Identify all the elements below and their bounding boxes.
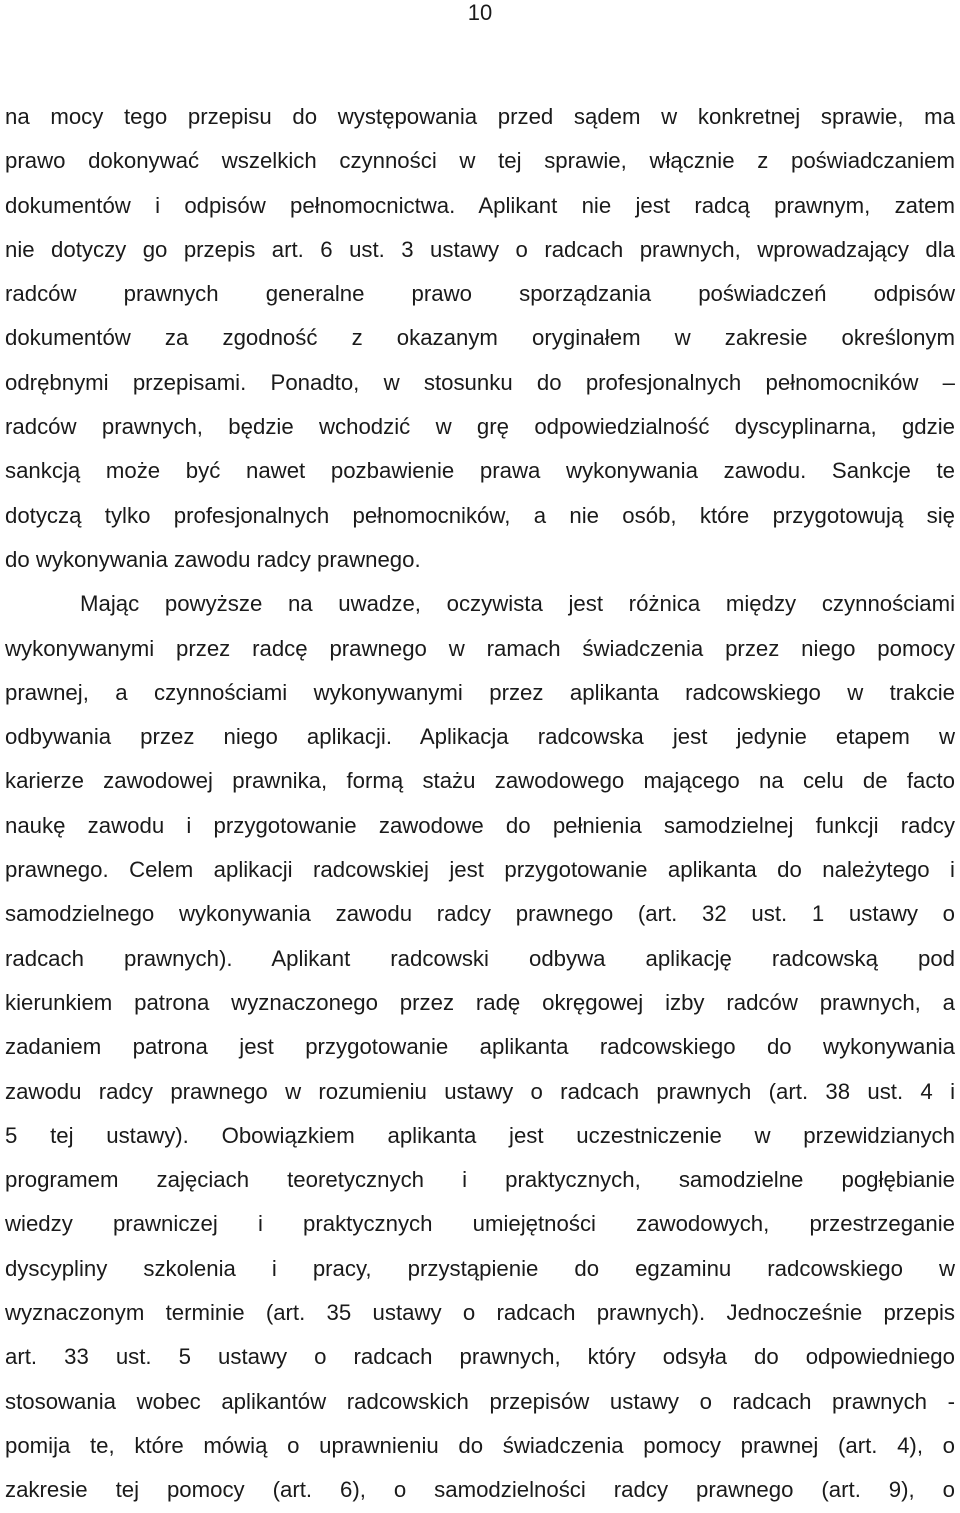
text-line: radców prawnych, będzie wchodzić w grę odpowiedzialność dyscyplinarna, gdzie [5, 414, 955, 440]
document-body [5, 95, 955, 1513]
text-line: dokumentów i odpisów pełnomocnictwa. Aplikant nie jest radcą prawnym, zatem [5, 192, 955, 218]
text-line: radców prawnych generalne prawo sporządzania poświadczeń odpisów [5, 281, 955, 307]
paragraph-first-line: Mając powyższe na uwadze, oczywista jest różnica między czynnościami [80, 591, 955, 617]
text-line: na mocy tego przepisu do występowania przed sądem w konkretnej sprawie, ma [5, 104, 955, 129]
text-line: zadaniem patrona jest przygotowanie aplikanta radcowskiego do wykonywania [5, 1034, 955, 1060]
text-line: zawodu radcy prawnego w rozumieniu ustawy o radcach prawnych (art. 38 ust. 4 i [5, 1078, 955, 1104]
text-line: dotyczą tylko profesjonalnych pełnomocników, a nie osób, które przygotowują się [5, 502, 955, 528]
text-line: sankcją może być nawet pozbawienie prawa wykonywania zawodu. Sankcje te [5, 458, 955, 484]
text-line: samodzielnego wykonywania zawodu radcy prawnego (art. 32 ust. 1 ustawy o [5, 901, 955, 927]
text-line: wykonywanymi przez radcę prawnego w ramach świadczenia przez niego pomocy [5, 635, 955, 661]
text-line: zakresie tej pomocy (art. 6), o samodzielności radcy prawnego (art. 9), o [5, 1477, 955, 1503]
text-line: prawo dokonywać wszelkich czynności w tej sprawie, włącznie z poświadczaniem [5, 148, 955, 174]
text-line: prawnej, a czynnościami wykonywanymi przez aplikanta radcowskiego w trakcie [5, 679, 955, 705]
text-line: art. 33 ust. 5 ustawy o radcach prawnych, który odsyła do odpowiedniego [5, 1344, 955, 1370]
text-line: karierze zawodowej prawnika, formą stażu zawodowego mającego na celu de facto [5, 768, 955, 794]
text-line: stosowania wobec aplikantów radcowskich przepisów ustawy o radcach prawnych - [5, 1388, 955, 1414]
text-line: odrębnymi przepisami. Ponadto, w stosunku do profesjonalnych pełnomocników – [5, 369, 955, 395]
text-line: kierunkiem patrona wyznaczonego przez radę okręgowej izby radców prawnych, a [5, 989, 955, 1015]
text-line: naukę zawodu i przygotowanie zawodowe do pełnienia samodzielnej funkcji radcy [5, 812, 955, 838]
text-line: wyznaczonym terminie (art. 35 ustawy o radcach prawnych). Jednocześnie przepis [5, 1300, 955, 1326]
text-line: radcach prawnych). Aplikant radcowski odbywa aplikację radcowską pod [5, 945, 955, 971]
text-line: dokumentów za zgodność z okazanym oryginałem w zakresie określonym [5, 325, 955, 351]
paragraph-end-line: do wykonywania zawodu radcy prawnego. [5, 546, 421, 572]
text-line: pomija te, które mówią o uprawnieniu do świadczenia pomocy prawnej (art. 4), o [5, 1432, 955, 1458]
text-line: odbywania przez niego aplikacji. Aplikacja radcowska jest jedynie etapem w [5, 724, 955, 750]
text-line: nie dotyczy go przepis art. 6 ust. 3 ustawy o radcach prawnych, wprowadzający dla [5, 236, 955, 262]
text-line: programem zajęciach teoretycznych i praktycznych, samodzielne pogłębianie [5, 1167, 955, 1193]
page-number: 10 [467, 0, 493, 25]
text-line: wiedzy prawniczej i praktycznych umiejętności zawodowych, przestrzeganie [5, 1211, 955, 1237]
text-line: prawnego. Celem aplikacji radcowskiej jest przygotowanie aplikanta do należytego i [5, 857, 955, 883]
text-line: dyscypliny szkolenia i pracy, przystąpienie do egzaminu radcowskiego w [5, 1255, 955, 1281]
text-line: 5 tej ustawy). Obowiązkiem aplikanta jest uczestniczenie w przewidzianych [5, 1122, 955, 1148]
